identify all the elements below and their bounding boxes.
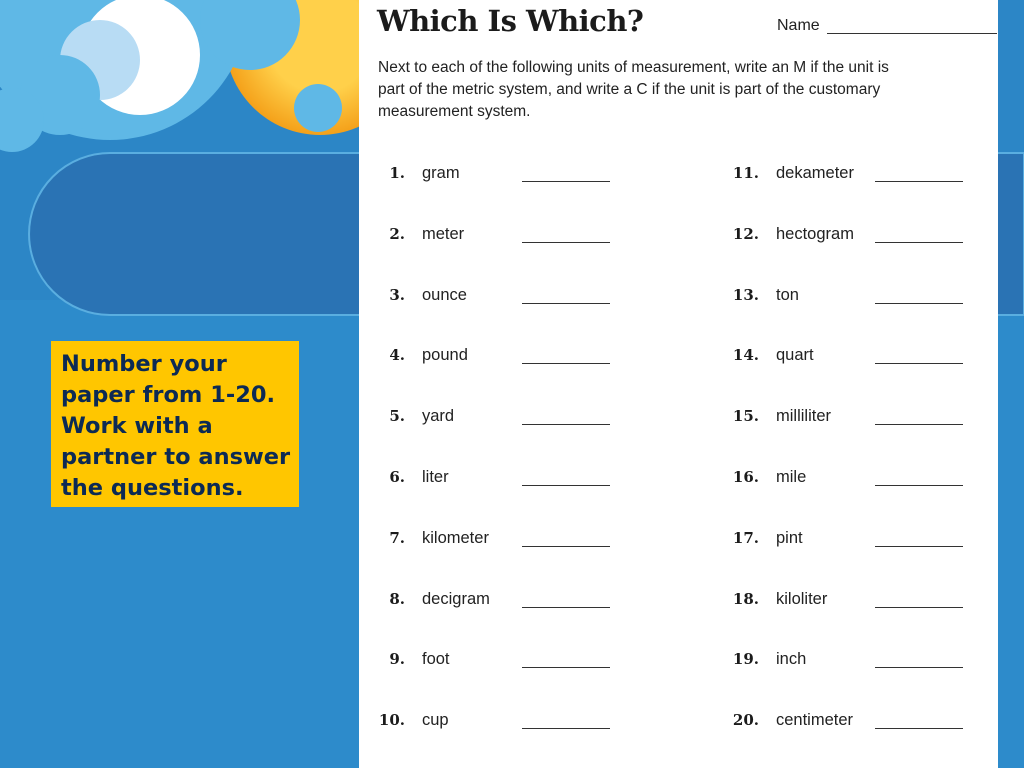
list-item (359, 711, 998, 735)
unit-name: quart (776, 346, 814, 365)
list-item (359, 650, 998, 674)
unit-name: kiloliter (776, 589, 828, 608)
item-number: 13. (732, 285, 759, 304)
unit-name: decigram (422, 589, 490, 608)
unit-name: pint (776, 528, 803, 547)
item-number: 4. (389, 346, 405, 365)
item-number: 10. (378, 711, 405, 730)
unit-name: cup (422, 711, 449, 730)
worksheet (359, 0, 998, 768)
answer-blank (875, 242, 963, 243)
item-number: 2. (389, 224, 405, 243)
unit-name: inch (776, 650, 807, 669)
list-item (359, 529, 998, 553)
answer-blank (875, 667, 963, 668)
note-line: Work with a (61, 413, 213, 439)
unit-name: milliliter (776, 407, 831, 426)
item-number: 5. (389, 407, 405, 426)
item-number: 17. (732, 528, 759, 547)
answer-blank (875, 424, 963, 425)
answer-blank (875, 546, 963, 547)
item-number: 9. (389, 650, 405, 669)
item-number: 14. (732, 346, 759, 365)
list-item (359, 164, 998, 188)
note-line: the questions. (61, 475, 244, 501)
instruction-note (51, 341, 299, 507)
list-item (359, 590, 998, 614)
answer-blank (875, 181, 963, 182)
answer-blank (875, 728, 963, 729)
instruction-line: measurement system. (378, 103, 531, 120)
item-number: 20. (732, 711, 759, 730)
note-line: Number your (61, 351, 227, 377)
list-item (359, 468, 998, 492)
list-item (359, 407, 998, 431)
unit-name: dekameter (776, 164, 854, 182)
instruction-line: Next to each of the following units of measurement, write an M if the unit is (378, 59, 889, 76)
item-number: 1. (389, 164, 405, 182)
item-number: 18. (732, 589, 759, 608)
item-number: 12. (732, 224, 759, 243)
unit-name: ton (776, 285, 799, 304)
item-number: 7. (389, 528, 405, 547)
item-number: 15. (732, 407, 759, 426)
unit-name: meter (422, 224, 465, 243)
name-blank-line (827, 33, 997, 34)
note-line: partner to answer (61, 444, 291, 470)
unit-name: ounce (422, 285, 467, 304)
unit-name: pound (422, 346, 468, 365)
list-item (359, 225, 998, 249)
answer-blank (875, 485, 963, 486)
unit-name: foot (422, 650, 450, 669)
list-item (359, 286, 998, 310)
answer-blank (875, 363, 963, 364)
note-line: paper from 1-20. (61, 382, 276, 408)
answer-blank (875, 607, 963, 608)
worksheet-title: Which Is Which? (377, 4, 644, 38)
item-number: 11. (732, 164, 759, 182)
answer-blank (875, 303, 963, 304)
item-number: 19. (732, 650, 759, 669)
unit-name: liter (422, 468, 449, 486)
unit-name: mile (776, 468, 807, 486)
unit-name: kilometer (422, 528, 489, 547)
unit-name: centimeter (776, 711, 854, 730)
unit-name: hectogram (776, 224, 854, 243)
instructions (378, 57, 978, 123)
item-number: 16. (732, 468, 759, 486)
unit-name: yard (422, 407, 455, 426)
name-label: Name (777, 17, 820, 34)
item-number: 3. (389, 285, 405, 304)
unit-name: gram (422, 164, 460, 182)
item-number: 8. (389, 589, 405, 608)
instruction-line: part of the metric system, and write a C if the unit is part of the customary (378, 81, 881, 98)
item-number: 6. (389, 468, 405, 486)
list-item (359, 346, 998, 370)
